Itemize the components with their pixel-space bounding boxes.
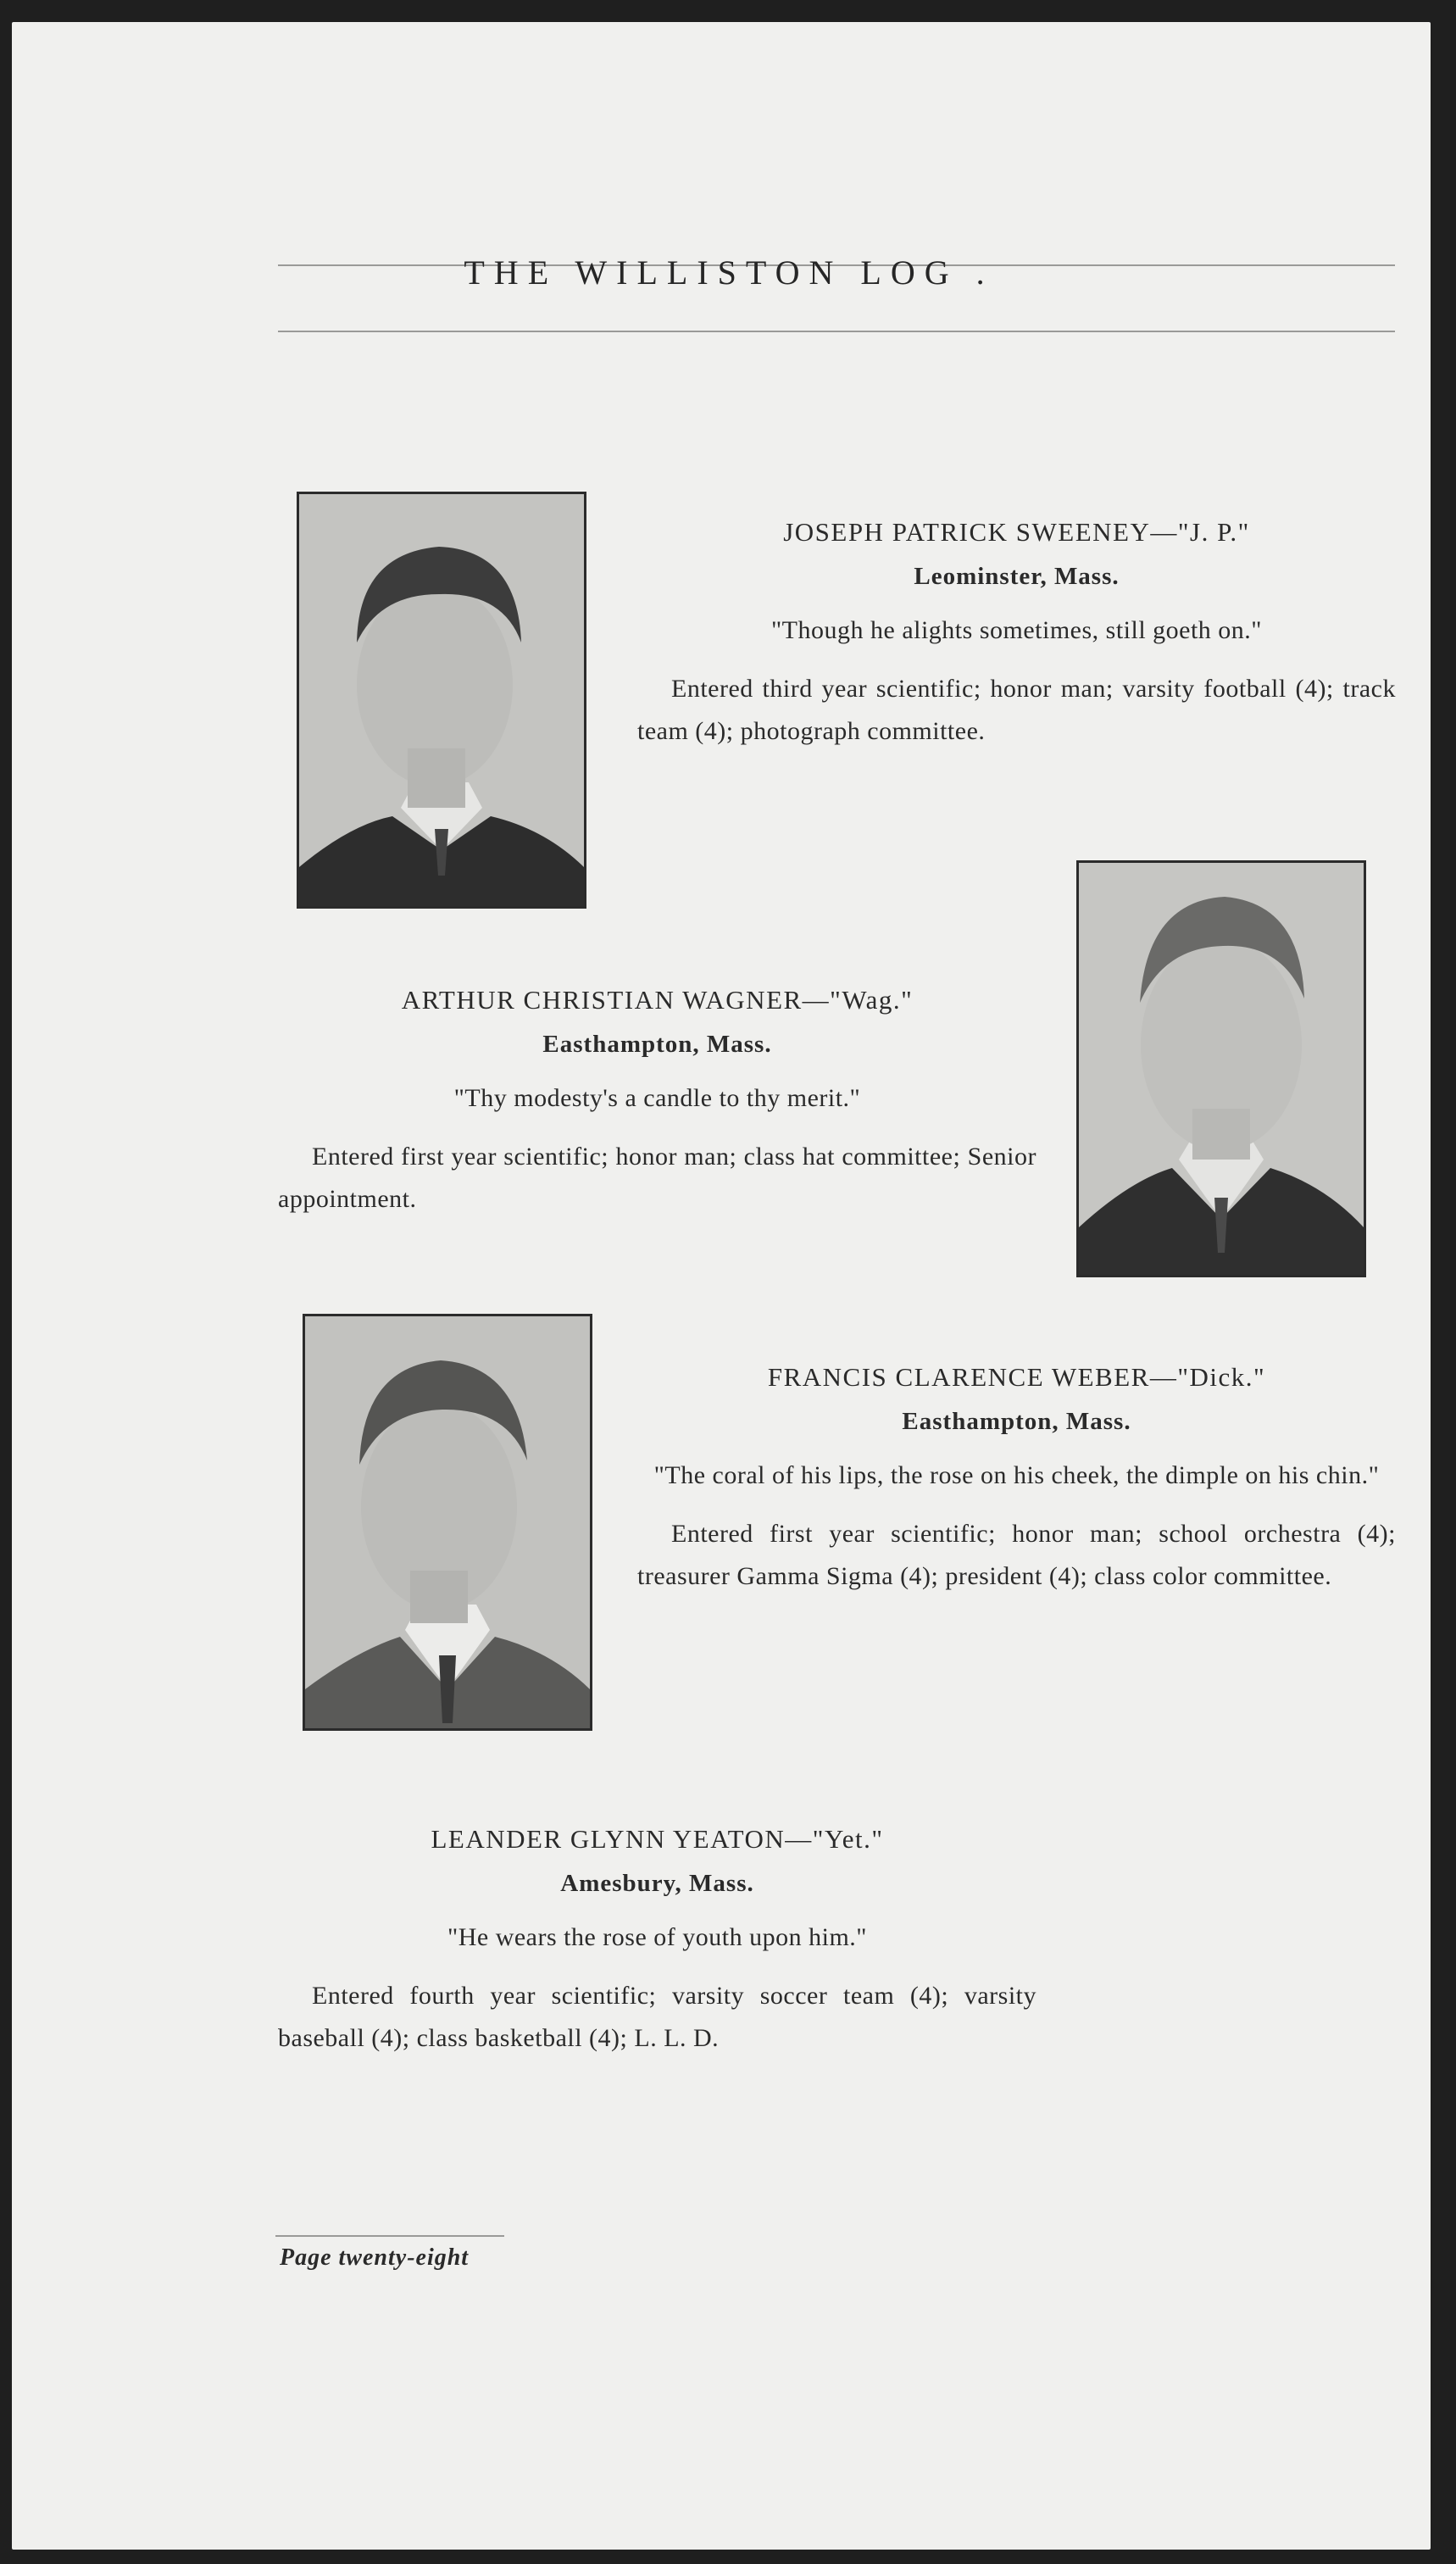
- student-quote: "The coral of his lips, the rose on his cheek, the dimple on his chin.": [653, 1461, 1380, 1489]
- running-head: THE WILLISTON LOG .: [464, 253, 994, 292]
- student-name: FRANCIS CLARENCE WEBER—"Dick.": [767, 1362, 1266, 1392]
- student-hometown: Amesbury, Mass.: [560, 1870, 754, 1897]
- student-record: Entered fourth year scientific; varsity soccer team (4); varsity baseball (4); class basketball (4); L. L. D.: [278, 1982, 1036, 2052]
- student-record: Entered first year scientific; honor man; class hat committee; Senior appointment.: [278, 1143, 1036, 1213]
- student-hometown: Leominster, Mass.: [914, 563, 1120, 590]
- student-hometown: Easthampton, Mass.: [542, 1031, 772, 1058]
- bio-sweeney: [637, 515, 1396, 753]
- yearbook-page: [12, 22, 1431, 2550]
- student-quote: "He wears the rose of youth upon him.": [447, 1923, 868, 1951]
- portrait-wagner: [1076, 860, 1366, 1277]
- bio-wagner: [278, 983, 1036, 1221]
- student-name: ARTHUR CHRISTIAN WAGNER—"Wag.": [401, 985, 914, 1015]
- student-quote: "Though he alights sometimes, still goeth on.": [770, 616, 1263, 644]
- footer-rule: [275, 2235, 504, 2237]
- bio-yeaton: [278, 1822, 1036, 2060]
- student-quote: "Thy modesty's a candle to thy merit.": [453, 1084, 861, 1112]
- student-name: LEANDER GLYNN YEATON—"Yet.": [431, 1824, 884, 1854]
- student-name: JOSEPH PATRICK SWEENEY—"J. P.": [783, 517, 1250, 547]
- portrait-sweeney: [297, 492, 586, 909]
- bio-weber: [637, 1360, 1396, 1598]
- student-record: Entered third year scientific; honor man; varsity football (4); track team (4); photograph committee.: [637, 675, 1396, 745]
- portrait-weber: [303, 1314, 592, 1731]
- student-hometown: Easthampton, Mass.: [902, 1408, 1131, 1435]
- header-bottom-rule: [278, 331, 1395, 332]
- student-record: Entered first year scientific; honor man; school orchestra (4); treasurer Gamma Sigma (4); president (4); class color committee.: [637, 1520, 1396, 1590]
- page-number: Page twenty-eight: [280, 2244, 470, 2271]
